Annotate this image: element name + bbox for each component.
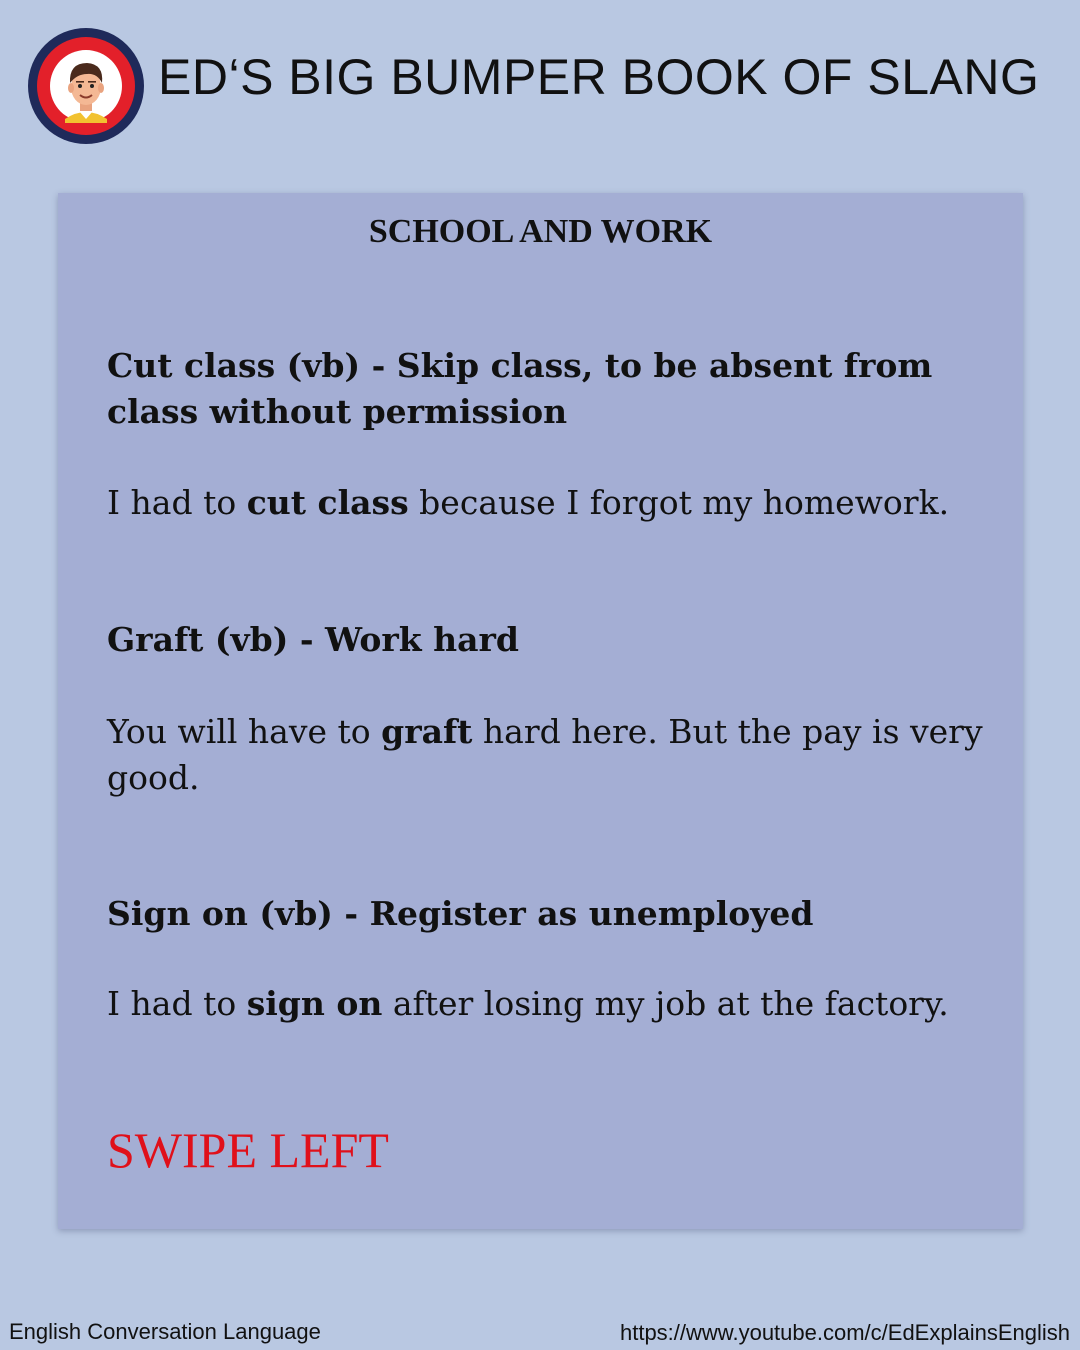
- example-sentence: I had to cut class because I forgot my homework.: [107, 483, 950, 522]
- example-sentence: I had to sign on after losing my job at the factory.: [107, 984, 949, 1023]
- brand-title: ED‘S BIG BUMPER BOOK OF SLANG: [158, 49, 1040, 105]
- footer-url-link[interactable]: https://www.youtube.com/c/EdExplainsEnglish: [619, 1320, 1070, 1345]
- section-title: SCHOOL AND WORK: [368, 213, 713, 250]
- example-sentence: You will have to graft hard here. But the pay is very good.: [107, 712, 983, 797]
- slang-card: [58, 193, 1023, 1229]
- slang-highlight: graft: [381, 712, 473, 751]
- term-definition: Cut class (vb) - Skip class, to be absent from class without permission: [107, 346, 933, 431]
- slang-highlight: sign on: [246, 984, 383, 1023]
- footer-channel-name: English Conversation Language: [9, 1319, 321, 1344]
- swipe-left-label: SWIPE LEFT: [107, 1122, 389, 1178]
- term-definition: Sign on (vb) - Register as unemployed: [107, 894, 814, 933]
- ed-avatar-icon: [27, 27, 145, 145]
- slang-highlight: cut class: [246, 483, 409, 522]
- term-definition: Graft (vb) - Work hard: [107, 620, 519, 659]
